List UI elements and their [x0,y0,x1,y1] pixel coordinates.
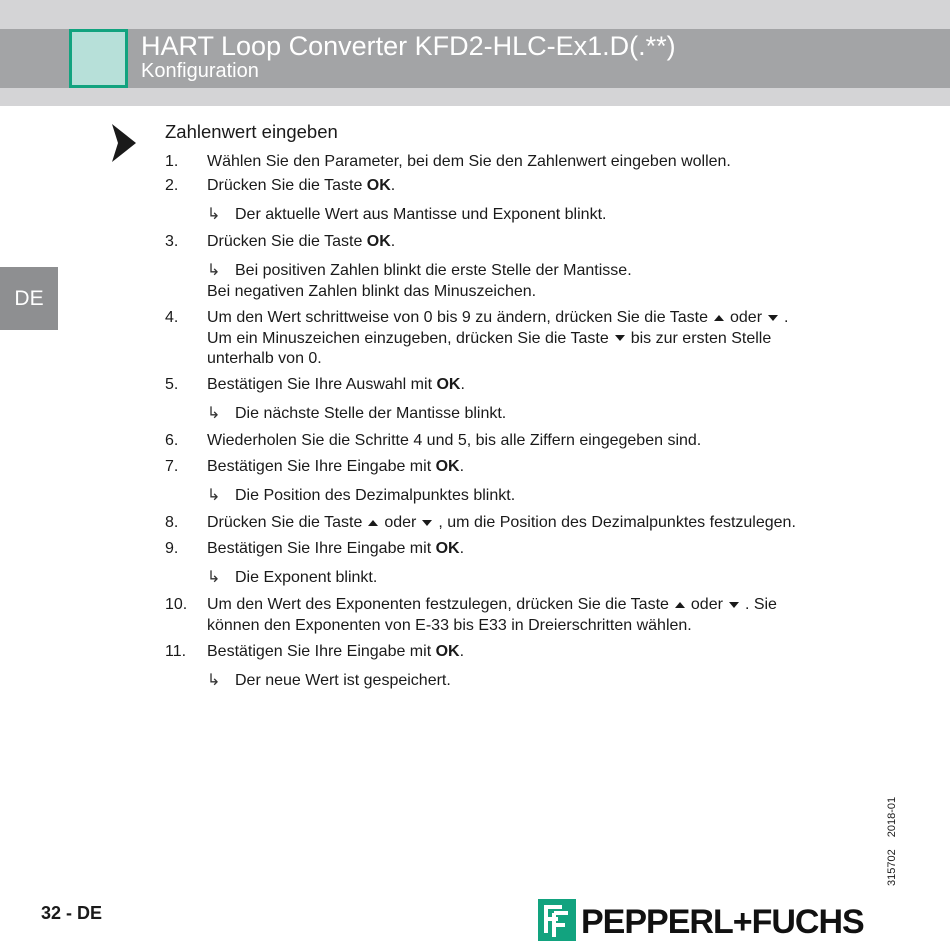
step-text-part: oder [384,514,417,531]
step-text-part: Um den Wert schrittweise von 0 bis 9 zu ändern, drücken Sie die Taste [207,309,708,326]
step-text [207,539,464,560]
step-text [207,308,788,370]
step-text-part: . [459,643,465,660]
step-text [207,176,395,197]
step-line [207,308,788,329]
section-arrow-icon [110,124,138,162]
step-2-result [207,205,606,226]
step-number: 11. [165,643,187,660]
page-subtitle: Konfiguration [141,60,259,82]
step-text [207,457,464,478]
step-number: 4. [165,309,179,326]
step-line [207,595,777,616]
step-text-part: Drücken Sie die Taste [207,233,367,250]
result-arrow-icon: ↳ [207,672,221,689]
step-text-part: Drücken Sie die Taste [207,177,367,194]
pf-logo-icon [538,899,576,941]
result-text: Der neue Wert ist gespeichert. [235,672,451,689]
result-text: Die Exponent blinkt. [235,569,378,586]
doc-id: 315702 [886,849,898,886]
step-text-part: bis zur ersten Stelle [630,329,772,347]
triangle-down-icon [729,602,739,608]
step-number: 8. [165,514,179,531]
result-text: Die nächste Stelle der Mantisse blinkt. [235,405,507,422]
triangle-up-icon [714,315,724,321]
step-text [207,513,796,534]
language-tab: DE [0,267,58,330]
key-ok: OK [435,643,460,660]
step-number: 1. [165,153,179,170]
step-number: 7. [165,458,179,475]
step-text-part: , um die Position des Dezimalpunktes festzulegen. [438,514,796,531]
step-7-result [207,486,515,507]
result-arrow-icon: ↳ [207,206,221,223]
step-text-part: oder [690,596,723,613]
step-text [207,375,465,396]
brand-logo-text: PEPPERL+FUCHS [581,903,864,941]
step-text-part: . Sie [744,596,777,613]
step-number: 10. [165,596,188,613]
step-text [207,595,777,636]
step-text-part: . [459,458,465,475]
header-underband [0,88,950,106]
step-text-part: Bestätigen Sie Ihre Eingabe mit [207,540,436,557]
result-text: Der aktuelle Wert aus Mantisse und Exponent blinkt. [235,206,607,223]
triangle-down-icon [768,315,778,321]
step-text-part: . [390,177,396,194]
step-3-result [207,261,632,302]
result-text: Bei positiven Zahlen blinkt die erste Stelle der Mantisse. [235,262,632,279]
header-square-icon [69,29,128,88]
triangle-down-icon [615,335,625,341]
triangle-up-icon [675,602,685,608]
step-text [207,642,464,663]
key-ok: OK [436,376,461,393]
step-text-part: Drücken Sie die Taste [207,514,363,531]
page-number: 32 - DE [41,903,103,923]
step-text-part: Um ein Minuszeichen einzugeben, drücken Sie die Taste [207,329,609,347]
result-text: Die Position des Dezimalpunktes blinkt. [235,487,516,504]
key-ok: OK [435,458,460,475]
result-arrow-icon: ↳ [207,262,221,279]
document-number [886,786,898,886]
step-line [207,329,788,350]
step-text: Wiederholen Sie die Schritte 4 und 5, bis alle Ziffern eingegeben sind. [207,432,702,449]
top-band [0,0,950,29]
step-9-result [207,568,377,589]
triangle-up-icon [368,520,378,526]
step-text-part: Um den Wert des Exponenten festzulegen, drücken Sie die Taste [207,596,669,613]
step-text-part: . [390,233,396,250]
page-title: HART Loop Converter KFD2-HLC-Ex1.D(.**) [141,31,676,61]
step-number: 5. [165,376,179,393]
key-ok: OK [366,177,391,194]
step-number: 3. [165,233,179,250]
result-arrow-icon: ↳ [207,569,221,586]
step-text-part: Bestätigen Sie Ihre Auswahl mit [207,376,437,393]
key-ok: OK [435,540,460,557]
step-text: Wählen Sie den Parameter, bei dem Sie den Zahlenwert eingeben wollen. [207,153,731,170]
step-text [207,232,395,253]
result-arrow-icon: ↳ [207,405,221,422]
section-title: Zahlenwert eingeben [165,121,338,142]
step-line: unterhalb von 0. [207,350,322,367]
step-11-result [207,671,451,692]
step-5-result [207,404,506,425]
step-number: 2. [165,177,179,194]
step-text-part: . [784,309,789,326]
step-text-part: oder [730,309,763,326]
step-text-part: . [459,540,465,557]
step-number: 9. [165,540,179,557]
step-text-part: Bestätigen Sie Ihre Eingabe mit [207,643,436,660]
key-ok: OK [366,233,391,250]
step-text-part: Bestätigen Sie Ihre Eingabe mit [207,458,436,475]
triangle-down-icon [422,520,432,526]
result-text-continued: Bei negativen Zahlen blinkt das Minuszeichen. [207,282,537,300]
step-number: 6. [165,432,179,449]
step-text-part: . [460,376,465,393]
step-line: können den Exponenten von E-33 bis E33 in Dreierschritten wählen. [207,616,692,634]
doc-date: 2018-01 [886,796,898,838]
result-arrow-icon: ↳ [207,487,221,504]
